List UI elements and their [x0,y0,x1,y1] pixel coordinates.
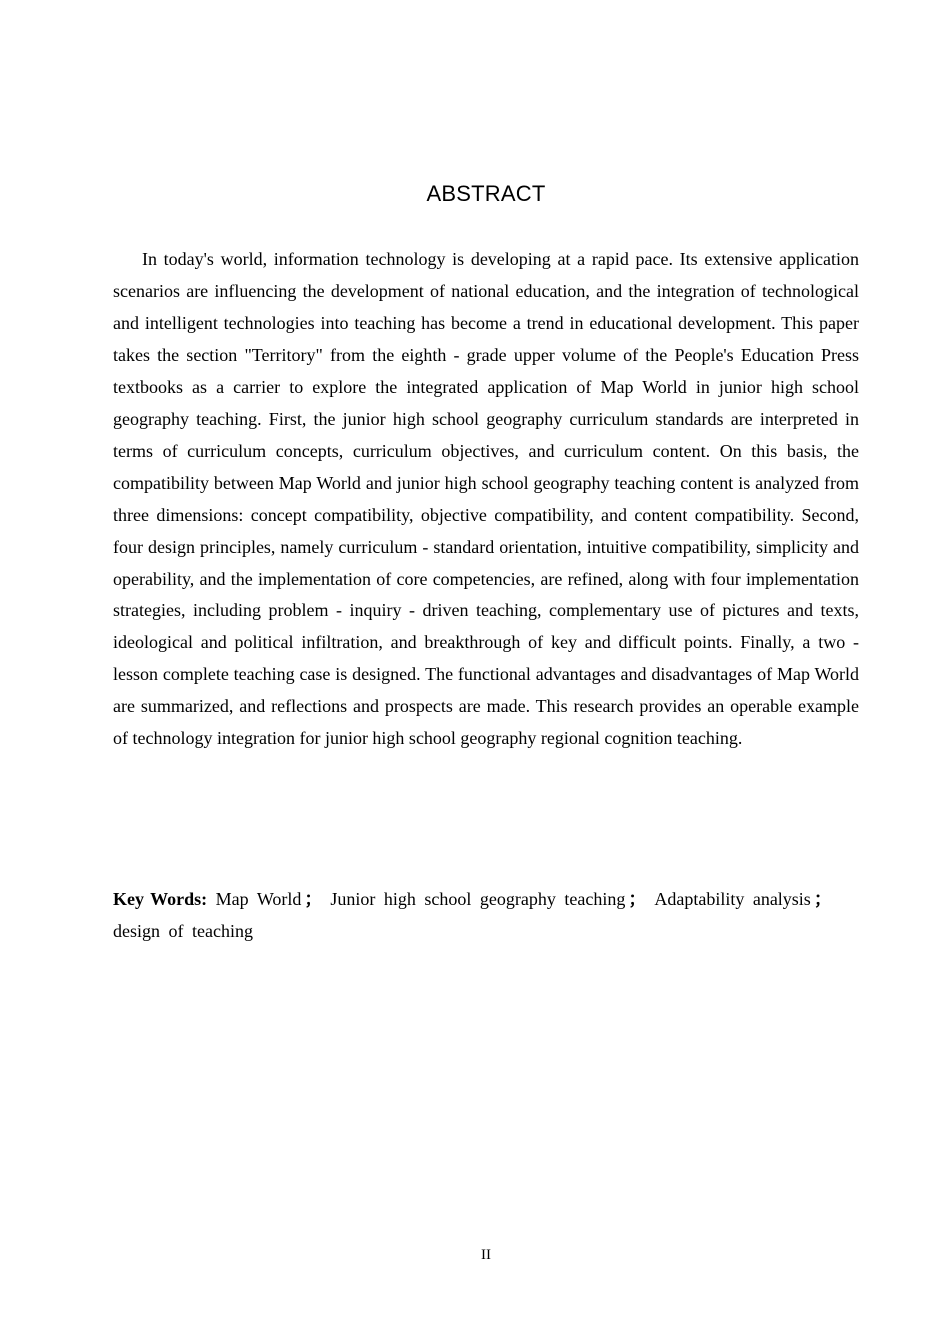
keyword-separator: ； [304,889,323,909]
keyword-item: Junior high school geography teaching [330,889,626,909]
keyword-separator: ； [813,889,832,909]
abstract-paragraph: In today's world, information technology is developing at a rapid pace. Its extensive application scenarios are influencing the development of national education, and the integration of technological and intelligent technologies into teaching has become a trend in educational development. This paper takes the section "Territory" from the eighth - grade upper volume of the People's Education Press textbooks as a carrier to explore the integrated application of Map World in junior high school geography teaching. First, the junior high school geography curriculum standards are interpreted in terms of curriculum concepts, curriculum objectives, and curriculum content. On this basis, the compatibility between Map World and junior high school geography teaching content is analyzed from three dimensions: concept compatibility, objective compatibility, and content compatibility. Second, four design principles, namely curriculum - standard orientation, intuitive compatibility, simplicity and operability, and the implementation of core competencies, are refined, along with four implementation strategies, including problem - inquiry - driven teaching, complementary use of pictures and texts, ideological and political infiltration, and breakthrough of key and difficult points. Finally, a two - lesson complete teaching case is designed. The functional advantages and disadvantages of Map World are summarized, and reflections and prospects are made. This research provides an operable example of technology integration for junior high school geography regional cognition teaching. [113,249,859,749]
keyword-separator: ； [628,889,647,909]
keyword-item: Adaptability analysis [654,889,811,909]
page-number: II [481,1247,491,1263]
abstract-title: ABSTRACT [426,181,546,206]
keywords-line [113,883,859,947]
keywords-label: Key Words: [113,889,208,909]
keyword-item: Map World [215,889,302,909]
keyword-item: design of teaching [113,921,253,941]
